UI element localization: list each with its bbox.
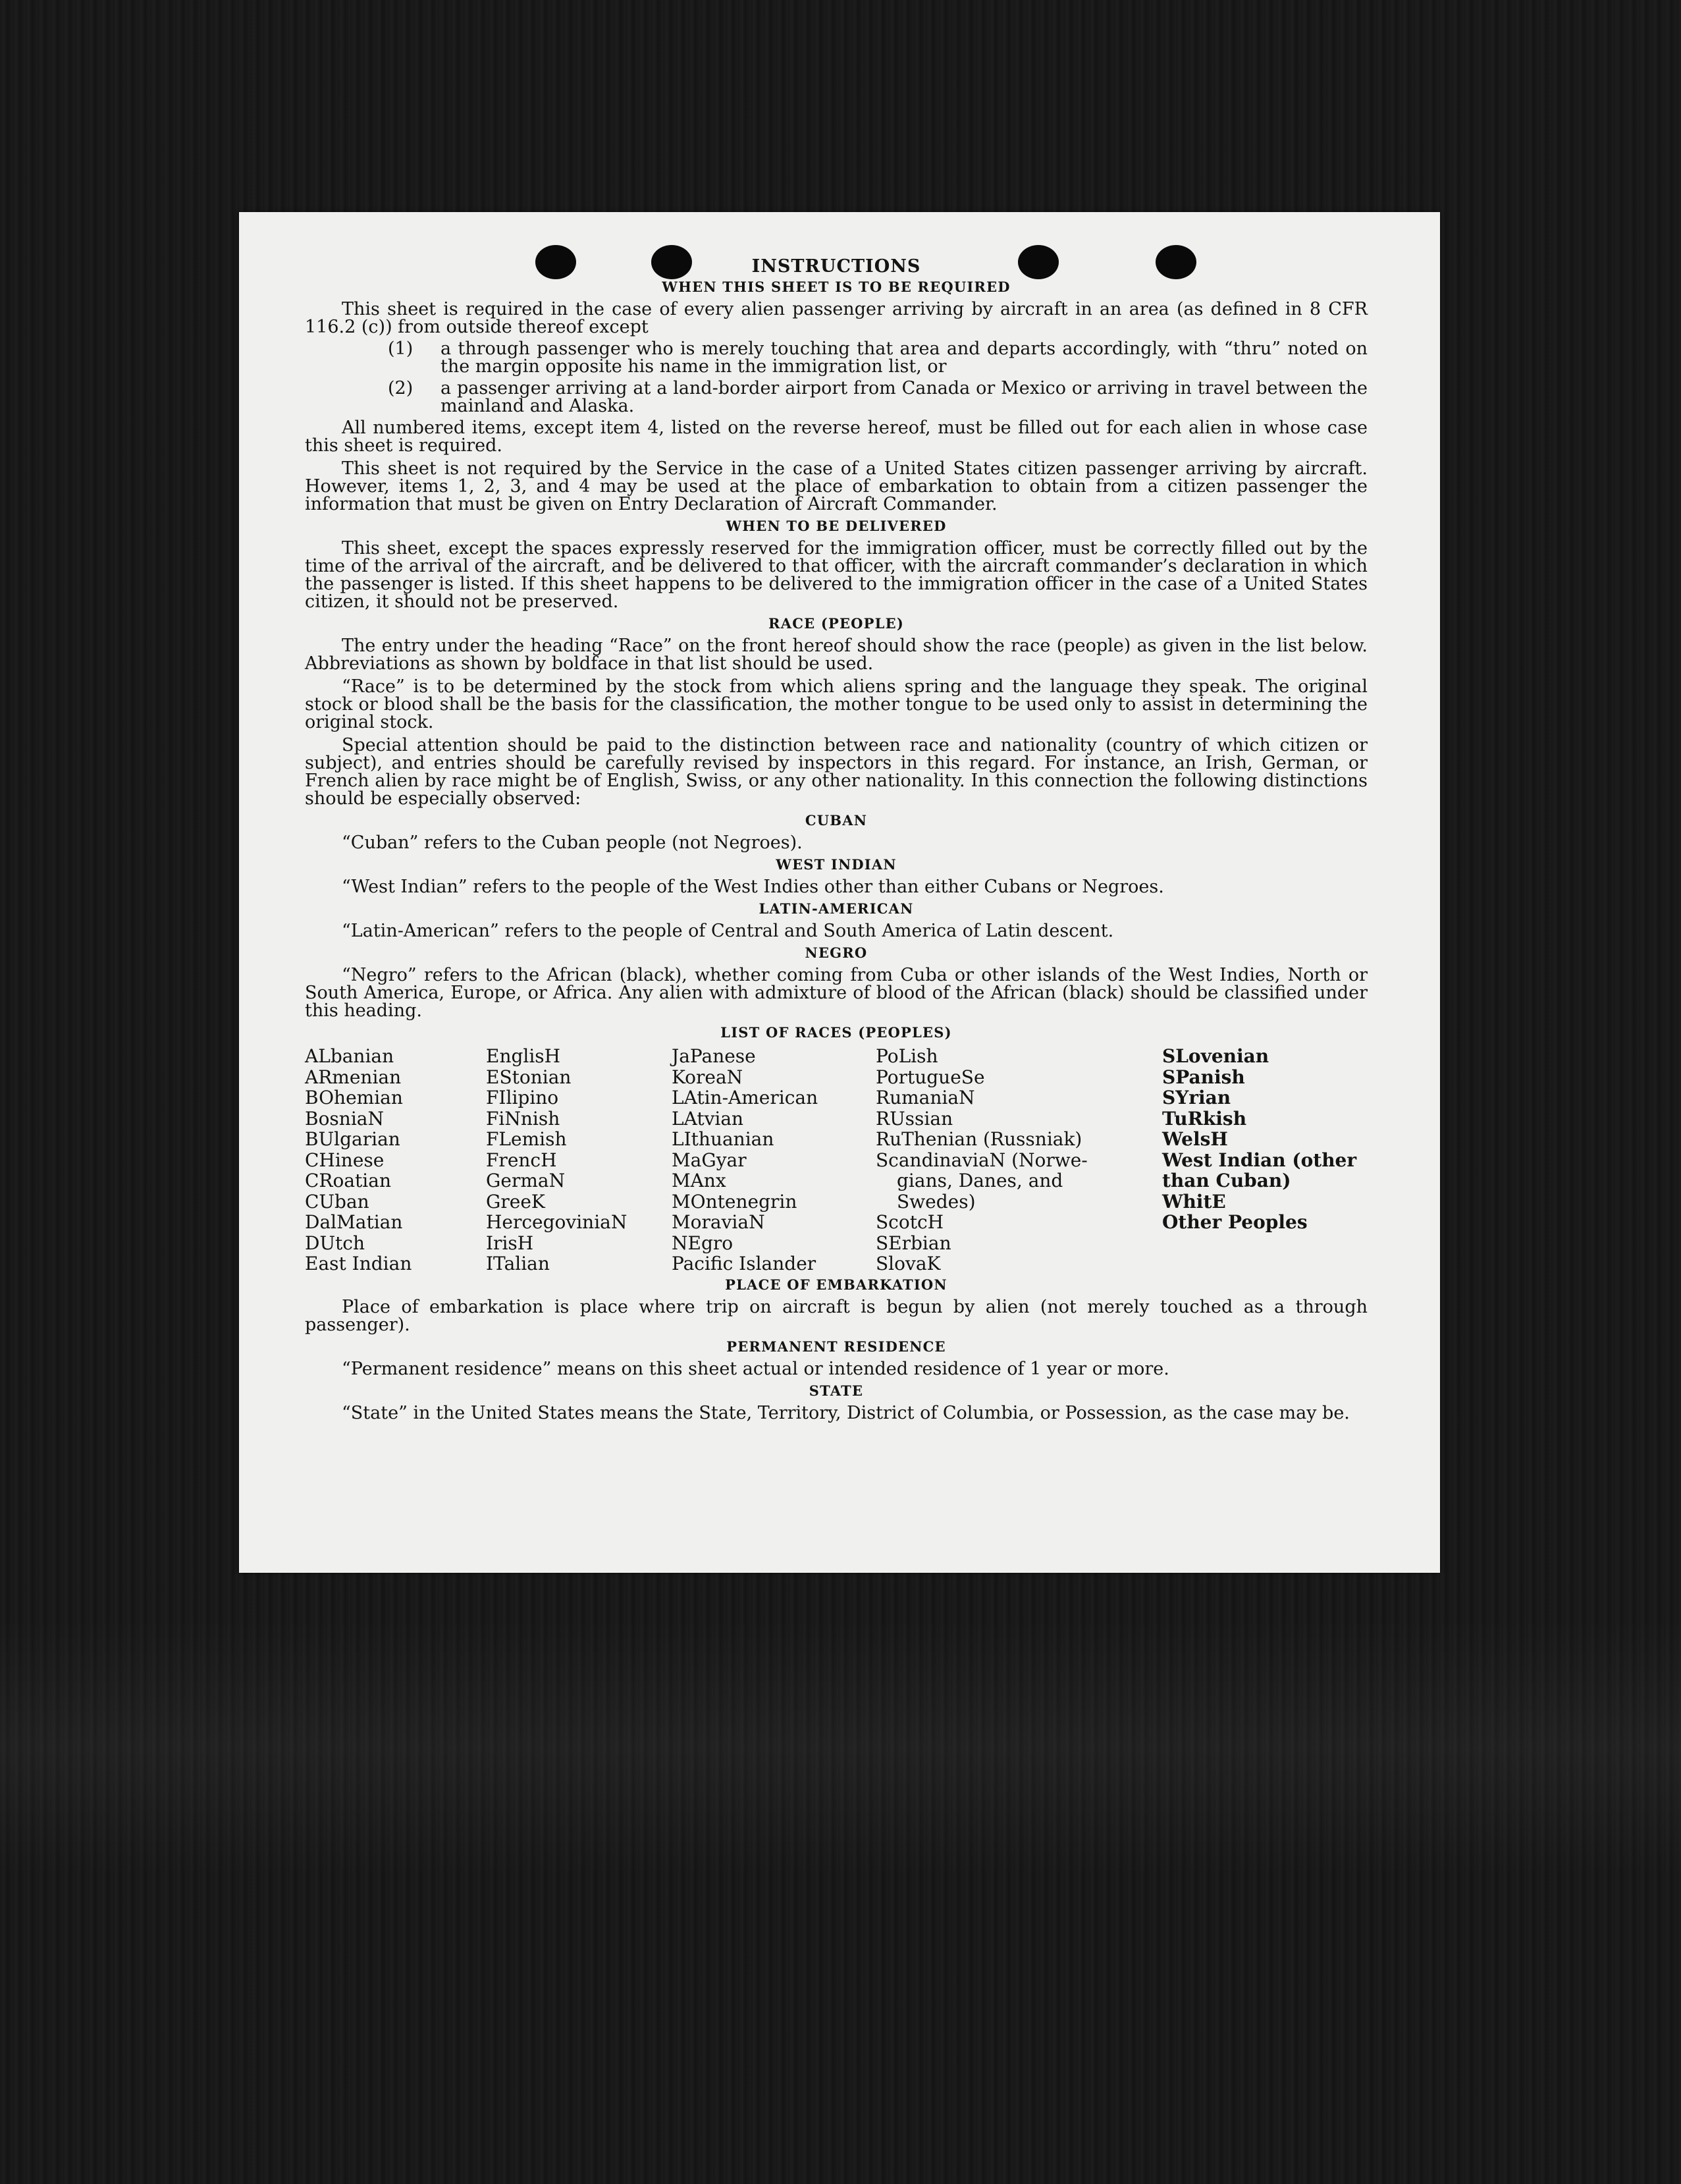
race-item: TuRkish <box>1162 1107 1247 1130</box>
punch-hole <box>651 245 692 279</box>
race-item: BUlgarian <box>305 1128 400 1150</box>
race-item: MOntenegrin <box>672 1190 797 1213</box>
races-column-1 <box>305 1046 486 1274</box>
race-item: RuThenian (Russniak) <box>876 1128 1082 1150</box>
heading-when-delivered: WHEN TO BE DELIVERED <box>726 518 947 534</box>
punch-hole <box>1018 245 1059 279</box>
when-delivered-text: This sheet, except the spaces expressly reserved for the immigration officer, must be correctly filled out by the time of the arrival of the aircraft, and be delivered to that officer, with the aircraft commander’s declaration in which the passenger is listed. If this sheet happens to be delivered to the immigration officer in the case of a United States citizen, it should not be preserved. <box>305 538 1368 612</box>
race-item: East Indian <box>305 1253 412 1274</box>
races-column-2 <box>486 1046 672 1274</box>
race-item: ScotcH <box>876 1211 944 1233</box>
west-indian-text: “West Indian” refers to the people of the West Indies other than either Cubans or Negroes. <box>342 877 1164 897</box>
instructions-title: INSTRUCTIONS <box>751 256 921 277</box>
race-item: RUssian <box>876 1107 953 1130</box>
race-item: SErbian <box>876 1232 951 1254</box>
exception-number: (2) <box>388 378 414 398</box>
when-required-intro: This sheet is required in the case of every alien passenger arriving by aircraft in an area (as defined in 8 CFR 116.2 (c)) from outside thereof except <box>305 299 1368 337</box>
race-item: LAtin-American <box>672 1087 818 1108</box>
race-item: LIthuanian <box>672 1128 774 1150</box>
race-item: DalMatian <box>305 1211 403 1233</box>
race-item: PortugueSe <box>876 1066 985 1088</box>
race-item: SlovaK <box>876 1253 941 1274</box>
race-item: RumaniaN <box>876 1087 975 1108</box>
race-item: SYrian <box>1162 1087 1231 1108</box>
race-item: EnglisH <box>486 1045 561 1067</box>
race-item: ScandinaviaN (Norwe- <box>876 1149 1088 1171</box>
race-item: MAnx <box>672 1170 726 1191</box>
race-item: MaGyar <box>672 1149 747 1171</box>
race-item: CHinese <box>305 1149 385 1171</box>
race-item: GermaN <box>486 1170 566 1191</box>
race-item: WelsH <box>1162 1128 1228 1150</box>
race-item: IrisH <box>486 1232 534 1254</box>
punch-hole <box>1156 245 1196 279</box>
race-item: LAtvian <box>672 1107 744 1130</box>
race-item-continuation: Swedes) <box>897 1190 976 1213</box>
race-item: HercegoviniaN <box>486 1211 627 1233</box>
heading-permanent-residence: PERMANENT RESIDENCE <box>726 1338 946 1355</box>
race-paragraph-2: “Race” is to be determined by the stock from which aliens spring and the language they speak. The original stock or blood shall be the basis for the classification, the mother tongue to be used only to assist in determining the original stock. <box>305 676 1368 732</box>
heading-west-indian: WEST INDIAN <box>776 856 897 873</box>
state-text: “State” in the United States means the State, Territory, District of Columbia, or Possession, as the case may be. <box>342 1402 1350 1423</box>
race-item: BOhemian <box>305 1087 403 1108</box>
race-item: FiNnish <box>486 1107 560 1130</box>
race-item: NEgro <box>672 1232 734 1254</box>
races-column-4 <box>876 1046 1162 1274</box>
cuban-text: “Cuban” refers to the Cuban people (not Negroes). <box>342 833 803 853</box>
race-item: BosniaN <box>305 1107 384 1130</box>
negro-text: “Negro” refers to the African (black), whether coming from Cuba or other islands of the West Indies, North or South America, Europe, or Africa. Any alien with admixture of blood of the African (black) should be classified under this heading. <box>305 965 1368 1021</box>
race-item: FrencH <box>486 1149 557 1171</box>
exception-text: a through passenger who is merely touching that area and departs accordingly, with “thru” noted on the margin opposite his name in the immigration list, or <box>440 339 1368 377</box>
race-item: GreeK <box>486 1190 545 1213</box>
race-item: FLemish <box>486 1128 567 1150</box>
heading-state: STATE <box>809 1382 864 1399</box>
races-column-5 <box>1162 1046 1373 1274</box>
race-item: CUban <box>305 1190 369 1213</box>
race-item: EStonian <box>486 1066 572 1088</box>
race-item: DUtch <box>305 1232 365 1254</box>
race-paragraph-1: The entry under the heading “Race” on the front hereof should show the race (people) as given in the list below. Abbreviations as shown by boldface in that list should be used. <box>305 636 1368 674</box>
race-item: ITalian <box>486 1253 550 1274</box>
heading-negro: NEGRO <box>805 944 868 961</box>
race-item: ARmenian <box>305 1066 402 1088</box>
heading-race: RACE (PEOPLE) <box>768 615 904 632</box>
race-item-continuation: than Cuban) <box>1162 1170 1291 1191</box>
races-column-3 <box>672 1046 876 1274</box>
exception-number: (1) <box>388 339 414 359</box>
race-item: PoLish <box>876 1045 938 1067</box>
punch-hole <box>535 245 576 279</box>
race-item: SPanish <box>1162 1066 1245 1088</box>
race-item: WhitE <box>1162 1190 1226 1213</box>
race-item: KoreaN <box>672 1066 743 1088</box>
latin-american-text: “Latin-American” refers to the people of Central and South America of Latin descent. <box>342 921 1114 941</box>
race-item: Pacific Islander <box>672 1253 816 1274</box>
race-item: SLovenian <box>1162 1045 1269 1067</box>
exception-item <box>305 379 1368 415</box>
races-list <box>305 1046 1368 1274</box>
embarkation-text: Place of embarkation is place where trip on aircraft is begun by alien (not merely touched as a through passenger). <box>305 1296 1368 1335</box>
race-item: FIlipino <box>486 1087 559 1108</box>
citizen-paragraph: This sheet is not required by the Service in the case of a United States citizen passenger arriving by aircraft. However, items 1, 2, 3, and 4 may be used at the place of embarkation to obtain from a citizen passenger the information that must be given on Entry Declaration of Aircraft Commander. <box>305 458 1368 514</box>
instruction-sheet <box>239 212 1440 1573</box>
heading-when-required: WHEN THIS SHEET IS TO BE REQUIRED <box>662 279 1011 295</box>
race-item-continuation: gians, Danes, and <box>897 1170 1063 1191</box>
permanent-residence-text: “Permanent residence” means on this sheet actual or intended residence of 1 year or more. <box>342 1358 1169 1379</box>
race-paragraph-3: Special attention should be paid to the distinction between race and nationality (country of which citizen or subject), and entries should be carefully revised by inspectors in this regard. For instance, an Irish, German, or French alien by race might be of English, Swiss, or any other nationality. In this connection the following distinctions should be especially observed: <box>305 735 1368 809</box>
heading-cuban: CUBAN <box>805 812 868 829</box>
race-item: ALbanian <box>305 1045 394 1067</box>
race-item: Other Peoples <box>1162 1211 1308 1233</box>
race-item: JaPanese <box>672 1045 756 1067</box>
exception-item <box>305 340 1368 375</box>
exception-text: a passenger arriving at a land-border airport from Canada or Mexico or arriving in travel between the mainland and Alaska. <box>440 378 1368 416</box>
numbered-items-paragraph: All numbered items, except item 4, listed on the reverse hereof, must be filled out for each alien in whose case this sheet is required. <box>305 418 1368 456</box>
race-item: CRoatian <box>305 1170 391 1191</box>
race-item: MoraviaN <box>672 1211 765 1233</box>
heading-list-of-races: LIST OF RACES (PEOPLES) <box>720 1024 952 1041</box>
race-item: West Indian (other <box>1162 1149 1357 1171</box>
heading-latin-american: LATIN-AMERICAN <box>759 900 914 917</box>
heading-embarkation: PLACE OF EMBARKATION <box>725 1276 947 1293</box>
